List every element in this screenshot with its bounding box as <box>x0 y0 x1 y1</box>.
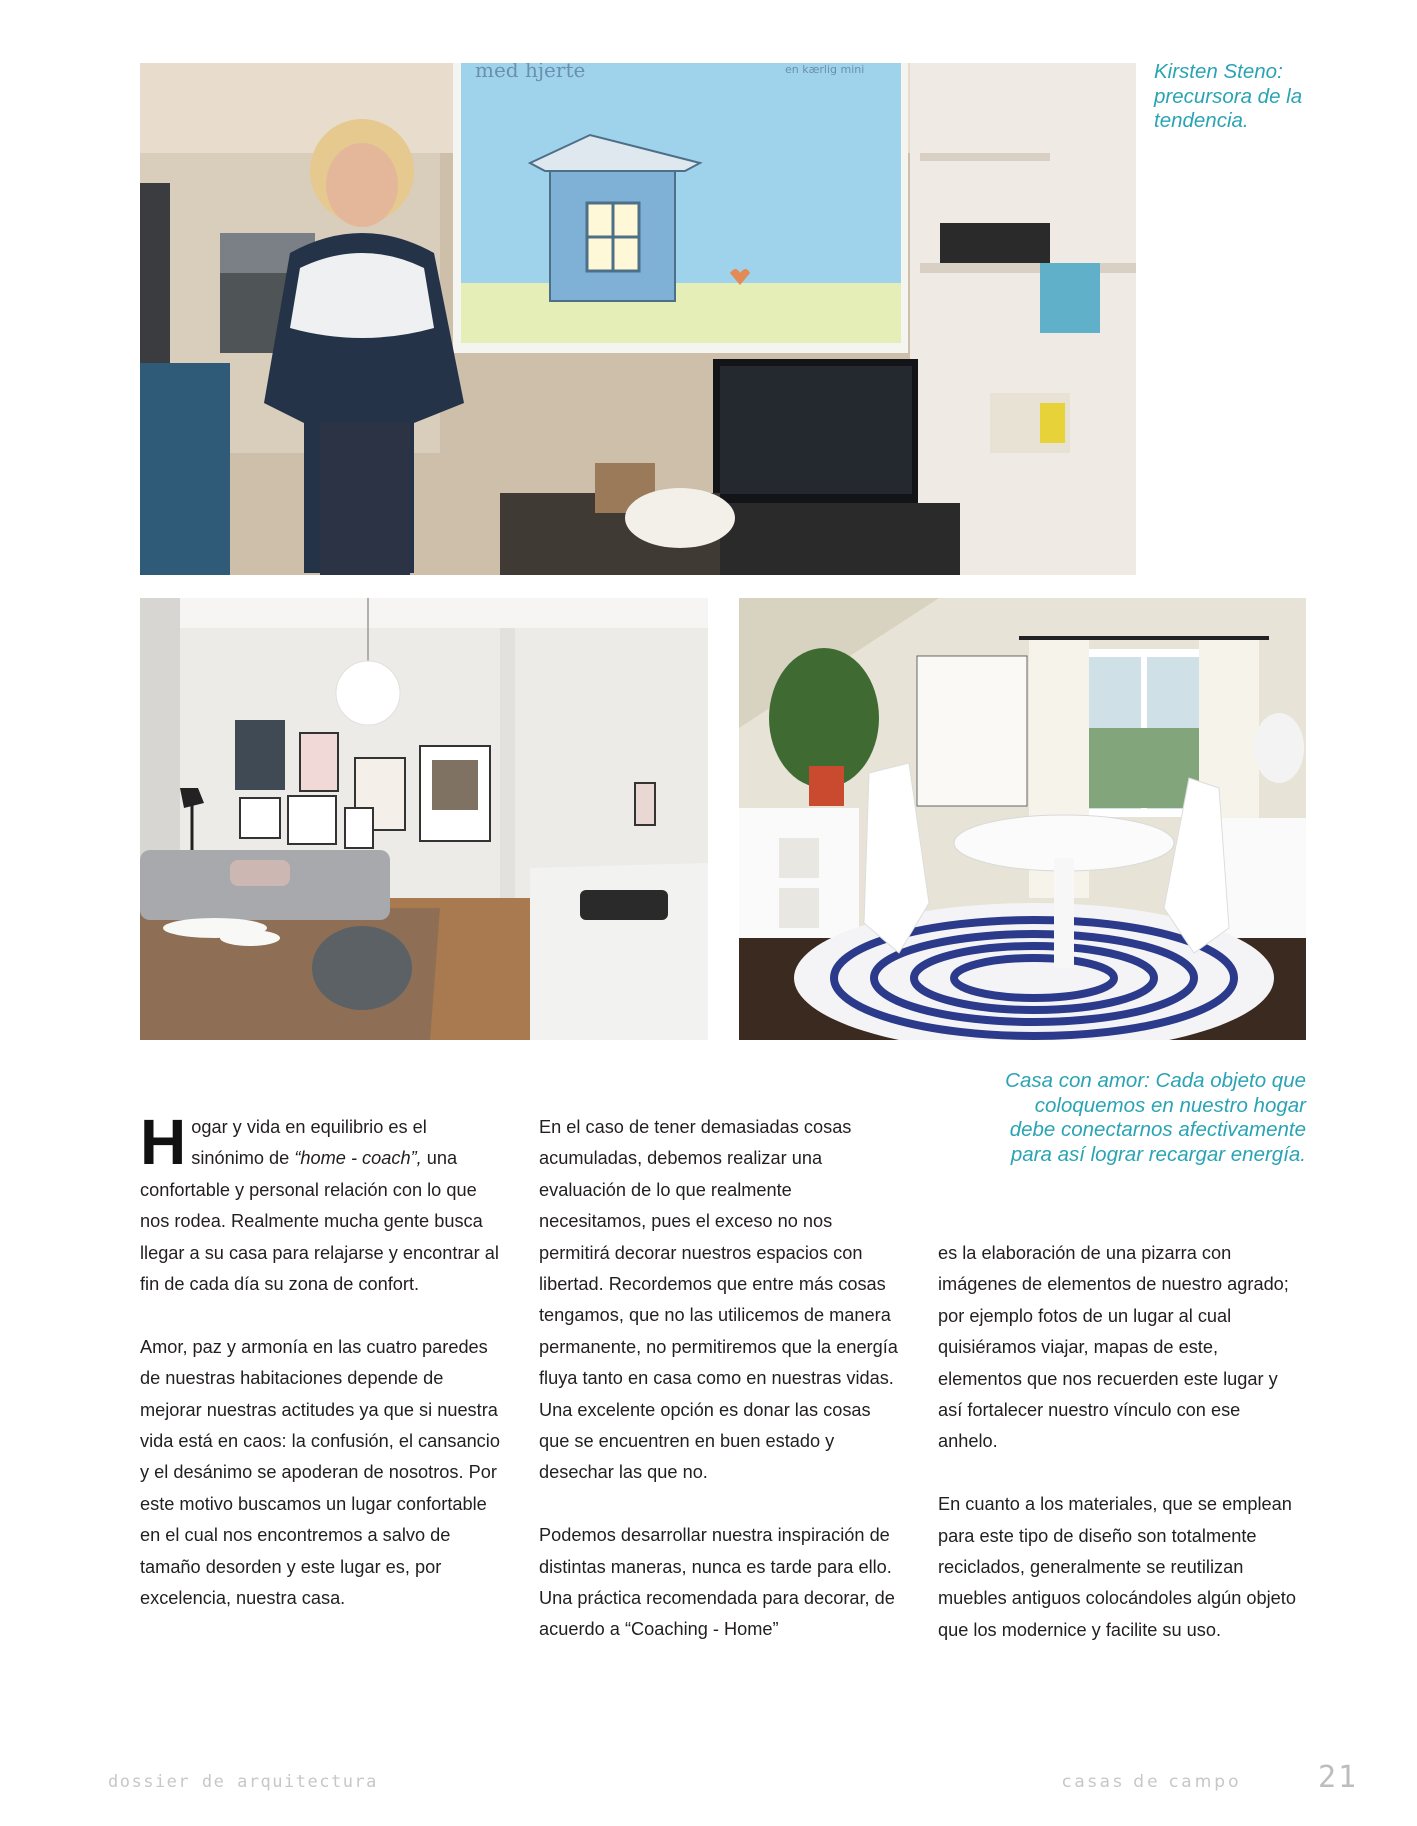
footer-magazine-name: casas de campo <box>1062 1772 1242 1792</box>
page-number: 21 <box>1318 1760 1359 1795</box>
dropcap: H <box>140 1106 187 1178</box>
article-paragraph: es la elaboración de una pizarra con imágenes de elementos de nuestro agrado; por ejemplo fotos de un lugar al cual quisiéramos viajar, mapas de este, elementos que nos recuerden este lugar y así fortalecer nuestro vínculo con ese anhelo. <box>938 1243 1289 1452</box>
photo-kirsten-steno-graphic <box>140 63 1136 575</box>
article-paragraph: Podemos desarrollar nuestra inspiración de distintas maneras, nunca es tarde para ello. Una práctica recomendada para decorar, de acuerdo a “Coaching - Home” <box>539 1525 895 1640</box>
quote-text: “home - coach”, <box>294 1148 422 1169</box>
photo-kirsten-steno <box>140 63 1136 575</box>
article-paragraph <box>140 1106 500 1300</box>
article-paragraph: En el caso de tener demasiadas cosas acumuladas, debemos realizar una evaluación de lo que realmente necesitamos, pues el exceso no nos permitirá decorar nuestros espacios con libertad. Recordemos que entre más cosas tengamos, que no las utilicemos de manera permanente, no permitiremos que la energía fluya tanto en casa como en nuestras vidas. Una excelente opción es donar las cosas que se encuentren en buen estado y desechar las que no. <box>539 1117 898 1483</box>
slide-title-right: en kærlig mini <box>785 63 865 76</box>
caption-kirsten-steno: Kirsten Steno: precursora de la tendencia. <box>1154 60 1303 132</box>
paragraph-text: una confortable y personal relación con lo que nos rodea. Realmente mucha gente busca llegar a su casa para relajarse y encontrar al fin de cada día su zona de confort. <box>140 1148 499 1295</box>
footer-section-name: dossier de arquitectura <box>108 1772 378 1792</box>
photo-living-room <box>140 598 708 1040</box>
article-paragraph: En cuanto a los materiales, que se emplean para este tipo de diseño son totalmente reciclados, generalmente se reutilizan muebles antiguos colocándoles algún objeto que los modernice y facilite su uso. <box>938 1494 1296 1640</box>
photo-coaching-room-graphic <box>739 598 1306 1040</box>
slide-title-left: med hjerte <box>475 63 586 82</box>
photo-living-room-graphic <box>140 598 708 1040</box>
paragraph-text: ogar y vida en equilibrio es el sinónimo de <box>191 1117 427 1169</box>
article-column-1 <box>140 1106 500 1646</box>
photo-coaching-room <box>739 598 1306 1040</box>
caption-casa-con-amor: Casa con amor: Cada objeto que coloquemos en nuestro hogar debe conectarnos afectivamente para así lograr recargar energía. <box>1005 1069 1306 1166</box>
article-column-2 <box>539 1112 899 1677</box>
article-column-3 <box>938 1238 1298 1678</box>
article-paragraph: Amor, paz y armonía en las cuatro paredes de nuestras habitaciones depende de mejorar nuestras actitudes ya que si nuestra vida está en caos: la confusión, el cansancio y el desánimo se apoderan de nosotros. Por este motivo buscamos un lugar confortable en el cual nos encontremos a salvo de tamaño desorden y este lugar es, por excelencia, nuestra casa. <box>140 1336 500 1609</box>
